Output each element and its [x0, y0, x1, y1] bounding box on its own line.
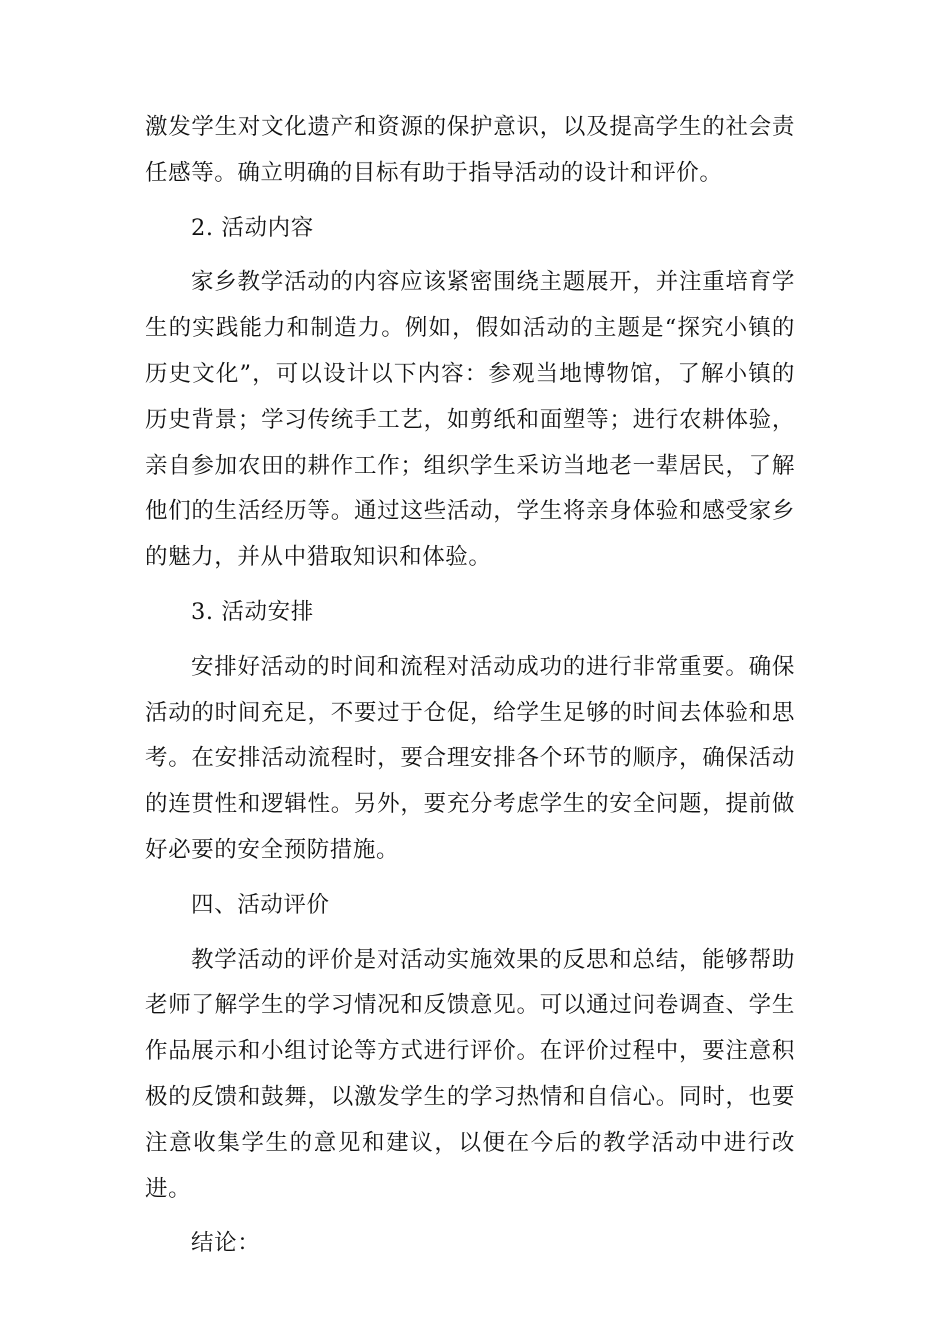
paragraph-activity-evaluation: 教学活动的评价是对活动实施效果的反思和总结，能够帮助老师了解学生的学习情况和反馈意见。可以通过问卷调查、学生作品展示和小组讨论等方式进行评价。在评价过程中，要注意积极的反馈和鼓舞，以激发学生的学习热情和自信心。同时，也要注意收集学生的意见和建议，以便在今后的教学活动中进行改进。 — [145, 946, 795, 1202]
paragraph-objectives-continued: 激发学生对文化遗产和资源的保护意识，以及提高学生的社会责任感等。确立明确的目标有助于指导活动的设计和评价。 — [145, 114, 795, 186]
document-body — [145, 105, 795, 1276]
heading-activity-content: 2. 活动内容 — [191, 214, 314, 241]
heading-activity-arrangement: 3. 活动安排 — [191, 598, 314, 625]
paragraph-activity-arrangement: 安排好活动的时间和流程对活动成功的进行非常重要。确保活动的时间充足，不要过于仓促，给学生足够的时间去体验和思考。在安排活动流程时，要合理安排各个环节的顺序，确保活动的连贯性和逻辑性。另外，要充分考虑学生的安全问题，提前做好必要的安全预防措施。 — [145, 653, 795, 863]
heading-activity-evaluation: 四、活动评价 — [191, 891, 330, 918]
heading-conclusion: 结论： — [191, 1230, 261, 1257]
paragraph-activity-content: 家乡教学活动的内容应该紧密围绕主题展开，并注重培育学生的实践能力和制造力。例如，假如活动的主题是“探究小镇的历史文化”，可以设计以下内容：参观当地博物馆，了解小镇的历史背景；学习传统手工艺，如剪纸和面塑等；进行农耕体验，亲自参加农田的耕作工作；组织学生采访当地老一辈居民，了解他们的生活经历等。通过这些活动，学生将亲身体验和感受家乡的魅力，并从中猎取知识和体验。 — [145, 269, 795, 571]
